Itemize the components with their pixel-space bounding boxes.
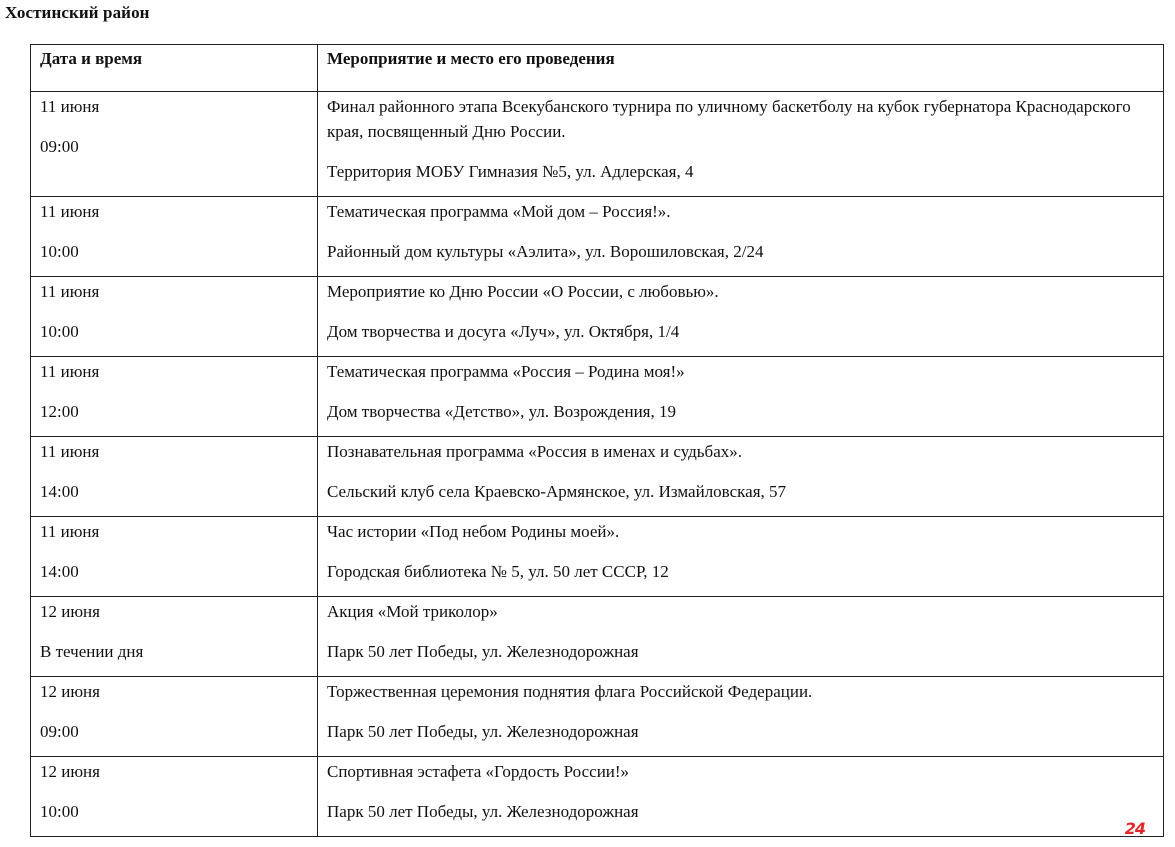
event-time: 10:00: [40, 322, 79, 341]
table-row: [31, 757, 1164, 837]
event-time: 12:00: [40, 402, 79, 421]
event-title: Час истории «Под небом Родины моей».: [327, 522, 620, 541]
column-header-event: Мероприятие и место его проведения: [318, 45, 1164, 92]
event-date: 11 июня: [40, 522, 100, 541]
event-cell: [318, 677, 1164, 757]
event-place: Дом творчества «Детство», ул. Возрождения, 19: [327, 402, 676, 421]
event-place: Районный дом культуры «Аэлита», ул. Ворошиловская, 2/24: [327, 242, 764, 261]
datetime-cell: [31, 517, 318, 597]
table-row: [31, 597, 1164, 677]
event-place: Сельский клуб села Краевско-Армянское, ул. Измайловская, 57: [327, 482, 787, 501]
event-cell: [318, 517, 1164, 597]
event-cell: [318, 197, 1164, 277]
table-row: [31, 197, 1164, 277]
table-row: [31, 437, 1164, 517]
datetime-cell: [31, 757, 318, 837]
event-date: 12 июня: [40, 602, 100, 621]
event-date: 11 июня: [40, 362, 100, 381]
event-cell: [318, 437, 1164, 517]
datetime-cell: [31, 597, 318, 677]
datetime-cell: [31, 437, 318, 517]
event-date: 11 июня: [40, 97, 100, 116]
datetime-cell: [31, 357, 318, 437]
table-row: [31, 517, 1164, 597]
event-cell: [318, 757, 1164, 837]
watermark-logo: 24: [1124, 819, 1145, 838]
event-cell: [318, 597, 1164, 677]
event-place: Парк 50 лет Победы, ул. Железнодорожная: [327, 642, 639, 661]
event-place: Парк 50 лет Победы, ул. Железнодорожная: [327, 802, 639, 821]
datetime-cell: [31, 92, 318, 197]
datetime-cell: [31, 197, 318, 277]
event-date: 11 июня: [40, 282, 100, 301]
event-cell: [318, 277, 1164, 357]
event-title: Мероприятие ко Дню России «О России, с любовью».: [327, 282, 719, 301]
table-header-row: [31, 45, 1164, 92]
column-header-datetime: Дата и время: [31, 45, 318, 92]
table-row: [31, 92, 1164, 197]
datetime-cell: [31, 277, 318, 357]
event-place: Парк 50 лет Победы, ул. Железнодорожная: [327, 722, 639, 741]
event-time: 10:00: [40, 242, 79, 261]
page-title: Хостинский район: [5, 3, 150, 22]
event-place: Территория МОБУ Гимназия №5, ул. Адлерская, 4: [327, 162, 694, 181]
event-date: 11 июня: [40, 202, 100, 221]
event-time: 10:00: [40, 802, 79, 821]
event-cell: [318, 92, 1164, 197]
event-date: 11 июня: [40, 442, 100, 461]
table-row: [31, 677, 1164, 757]
event-title: Торжественная церемония поднятия флага Российской Федерации.: [327, 682, 813, 701]
event-date: 12 июня: [40, 762, 100, 781]
event-time: В течении дня: [40, 642, 144, 661]
event-time: 14:00: [40, 482, 79, 501]
event-place: Дом творчества и досуга «Луч», ул. Октября, 1/4: [327, 322, 680, 341]
event-place: Городская библиотека № 5, ул. 50 лет СССР, 12: [327, 562, 669, 581]
event-title: Акция «Мой триколор»: [327, 602, 498, 621]
event-title: Финал районного этапа Всекубанского турнира по уличному баскетболу на кубок губернатора Краснодарского края, посвященный Дню России.: [327, 97, 1131, 141]
event-title: Тематическая программа «Россия – Родина моя!»: [327, 362, 685, 381]
table-row: [31, 277, 1164, 357]
table-row: [31, 357, 1164, 437]
event-title: Спортивная эстафета «Гордость России!»: [327, 762, 630, 781]
event-time: 14:00: [40, 562, 79, 581]
event-title: Познавательная программа «Россия в именах и судьбах».: [327, 442, 743, 461]
event-time: 09:00: [40, 137, 79, 156]
event-date: 12 июня: [40, 682, 100, 701]
event-cell: [318, 357, 1164, 437]
event-title: Тематическая программа «Мой дом – Россия!».: [327, 202, 671, 221]
event-time: 09:00: [40, 722, 79, 741]
events-table: [30, 44, 1164, 837]
datetime-cell: [31, 677, 318, 757]
